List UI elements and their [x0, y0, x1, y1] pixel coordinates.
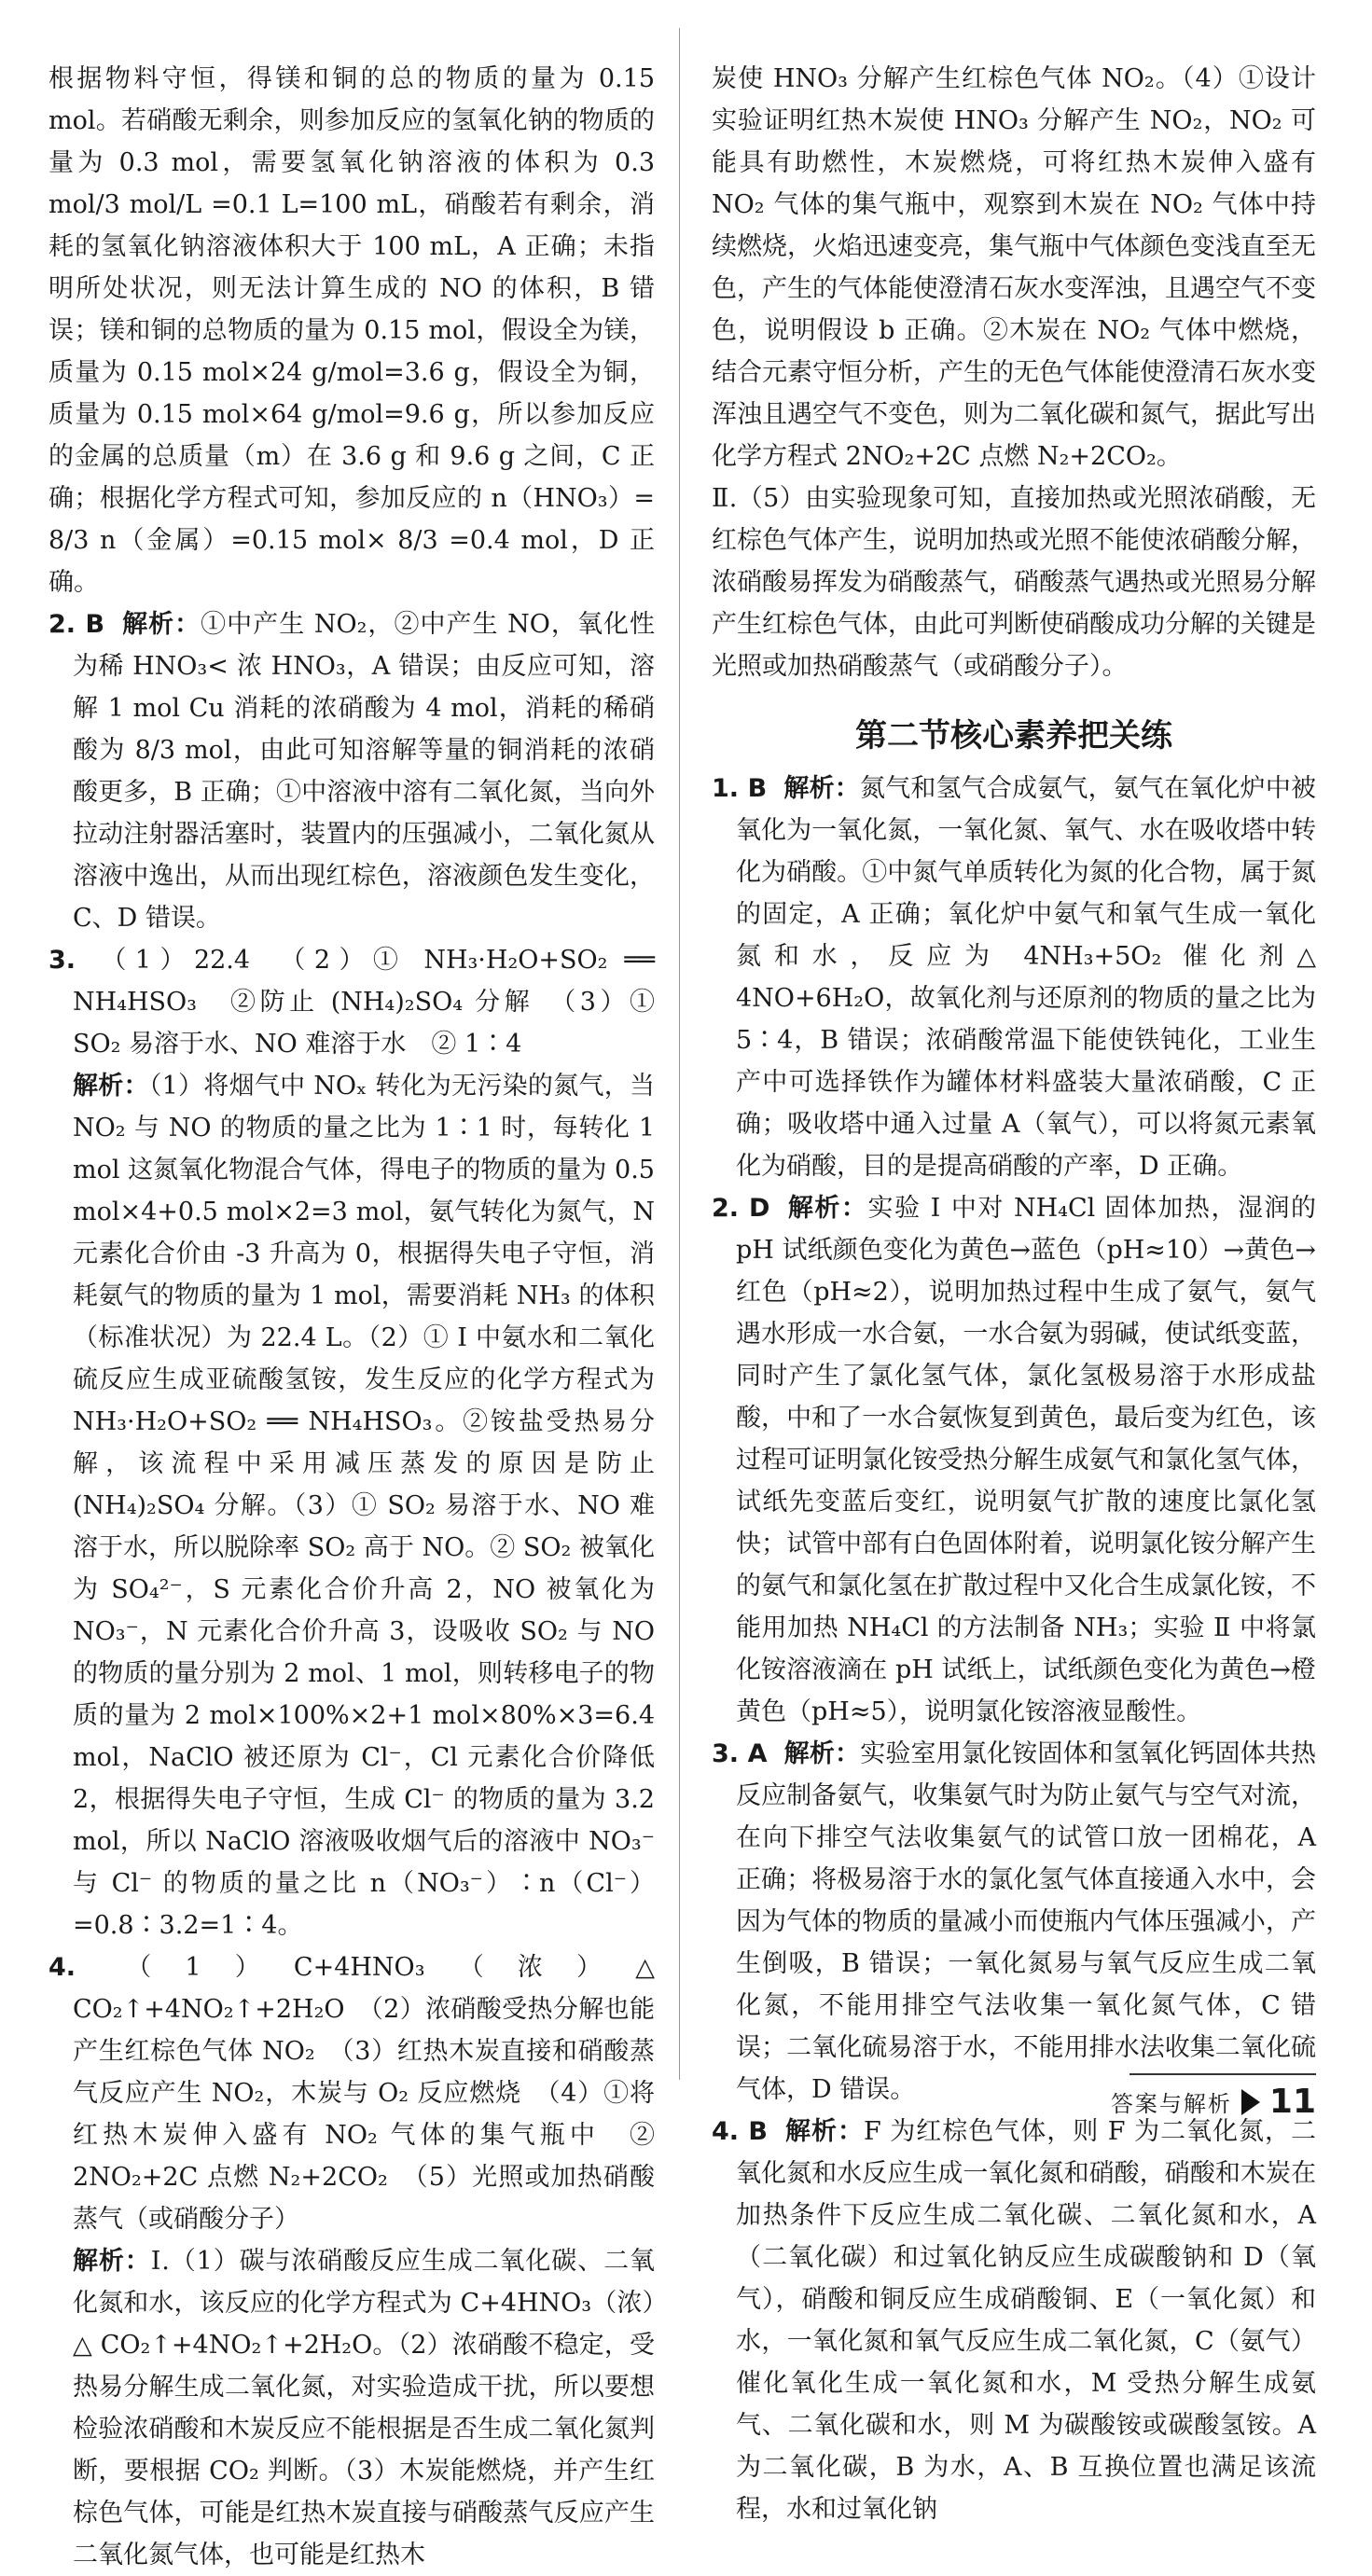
paragraph-text: 炭使 HNO₃ 分解产生红棕色气体 NO₂。（4）①设计实验证明红热木炭使 HNO₃ 分解产生 NO₂，NO₂ 可能具有助燃性，木炭燃烧，可将红热木炭伸入盛有 NO₂ 气体的集气瓶中，观察到木炭在 NO₂ 气体中持续燃烧，火焰迅速变亮，集气瓶中气体颜色变浅直至无色，产生的气体能使澄清石灰水变浑浊，且遇空气不变色，说明假设 b 正确。②木炭在 NO₂ 气体中燃烧，结合元素守恒分析，产生的无色气体能使澄清石灰水变浑浊且遇空气不变色，则为二氧化碳和氮气，据此写出化学方程式 2NO₂+2C 点燃 N₂+2CO₂。 [712, 64, 1316, 471]
paragraph-text: 实验 Ⅰ 中对 NH₄Cl 固体加热，湿润的 pH 试纸颜色变化为黄色→蓝色（pH≈10）→黄色→红色（pH≈2），说明加热过程中生成了氨气，氨气遇水形成一水合氨，一水合氨为弱碱，使试纸变蓝，同时产生了氯化氢气体，氯化氢极易溶于水形成盐酸，中和了一水合氨恢复到黄色，最后变为红色，该过程可证明氯化铵受热分解生成氨气和氯化氢气体，试纸先变蓝后变红，说明氨气扩散的速度比氯化氢快；试管中部有白色固体附着，说明氯化铵分解产生的氨气和氯化氢在扩散过程中又化合生成氯化铵，不能用加热 NH₄Cl 的方法制备 NH₃；实验 Ⅱ 中将氯化铵溶液滴在 pH 试纸上，试纸颜色变化为黄色→橙黄色（pH≈5），说明氯化铵溶液显酸性。 [736, 1194, 1316, 1726]
answer-number: 3. [49, 946, 76, 975]
analysis-label: 解析： [121, 610, 201, 639]
answer-number: 4. [49, 1953, 76, 1982]
paragraph-text: Ⅰ.（1）碳与浓硝酸反应生成二氧化碳、二氧化氮和水，该反应的化学方程式为 C+4HNO₃（浓）△ CO₂↑+4NO₂↑+2H₂O。（2）浓硝酸不稳定，受热易分解生成二氧化氮，对实验造成干扰，所以要想检验浓硝酸和木炭反应不能根据是否生成二氧化氮判断，要根据 CO₂ 判断。（3）木炭能燃烧，并产生红棕色气体，可能是红热木炭直接与硝酸蒸气反应产生二氧化氮气体，也可能是红热木 [73, 2247, 655, 2569]
answer-number: 2. D [712, 1194, 770, 1223]
analysis-label: 解析： [784, 2117, 864, 2146]
footer-rule [1129, 2073, 1316, 2075]
answer-number: 3. A [712, 1739, 768, 1768]
answer-item [49, 1946, 655, 2240]
paragraph-text: Ⅱ.（5）由实验现象可知，直接加热或光照浓硝酸，无红棕色气体产生，说明加热或光照不能使浓硝酸分解，浓硝酸易挥发为硝酸蒸气，硝酸蒸气遇热或光照易分解产生红棕色气体，由此可判断使硝酸成功分解的关键是光照或加热硝酸蒸气（或硝酸分子）。 [712, 484, 1316, 681]
answer-number: 2. B [49, 610, 105, 639]
footer-label: 答案与解析 [1110, 2091, 1232, 2117]
answer-item [712, 1187, 1316, 1733]
answer-item [49, 603, 655, 939]
paragraph-text: （1）将烟气中 NOₓ 转化为无污染的氮气，当 NO₂ 与 NO 的物质的量之比为 1∶1 时，每转化 1 mol 这氮氧化物混合气体，得电子的物质的量为 0.5 mol×4+0.5 mol×2=3 mol，氨气转化为氮气，N 元素化合价由 -3 升高为 0，根据得失电子守恒，消耗氨气的物质的量为 1 mol，需要消耗 NH₃ 的体积（标准状况）为 22.4 L。（2）① I 中氨水和二氧化硫反应生成亚硫酸氢铵，发生反应的化学方程式为 NH₃·H₂O+SO₂ ══ NH₄HSO₃。②铵盐受热易分解，该流程中采用减压蒸发的原因是防止 (NH₄)₂SO₄ 分解。（3）① SO₂ 易溶于水、NO 难溶于水，所以脱除率 SO₂ 高于 NO。② SO₂ 被氧化为 SO₄²⁻，S 元素化合价升高 2，NO 被氧化为 NO₃⁻，N 元素化合价升高 3，设吸收 SO₂ 与 NO 的物质的量分别为 2 mol、1 mol，则转移电子的物质的量为 2 mol×100%×2+1 mol×80%×3=6.4 mol，NaClO 被还原为 Cl⁻，Cl 元素化合价降低 2，根据得失电子守恒，生成 Cl⁻ 的物质的量为 3.2 mol，所以 NaClO 溶液吸收烟气后的溶液中 NO₃⁻ 与 Cl⁻ 的物质的量之比 n（NO₃⁻）∶n（Cl⁻）=0.8∶3.2=1∶4。 [73, 1072, 655, 1940]
paragraph [712, 478, 1316, 687]
paragraph-text: （1）C+4HNO₃（浓）△ CO₂↑+4NO₂↑+2H₂O （2）浓硝酸受热分解也能产生红棕色气体 NO₂ （3）红热木炭直接和硝酸蒸气反应产生 NO₂，木炭与 O₂ 反应燃烧 （4）①将红热木炭伸入盛有 NO₂ 气体的集气瓶中 ② 2NO₂+2C 点燃 N₂+2CO₂ （5）光照或加热硝酸蒸气（或硝酸分子） [73, 1953, 655, 2234]
right-column [712, 58, 1316, 2530]
paragraph-text: （1）22.4 （2）① NH₃·H₂O+SO₂ ══ NH₄HSO₃ ②防止 (NH₄)₂SO₄ 分解 （3）① SO₂ 易溶于水、NO 难溶于水 ② 1∶4 [73, 946, 655, 1059]
answer-item [712, 1733, 1316, 2111]
analysis-label: 解析： [783, 774, 860, 803]
answer-item [712, 2111, 1316, 2530]
paragraph-text: ①中产生 NO₂，②中产生 NO，氧化性为稀 HNO₃< 浓 HNO₃，A 错误；由反应可知，溶解 1 mol Cu 消耗的浓硝酸为 4 mol，消耗的稀硝酸为 8/3 mol，由此可知溶解等量的铜消耗的浓硝酸更多，B 正确；①中溶液中溶有二氧化氮，当向外拉动注射器活塞时，装置内的压强减小，二氧化氮从溶液中逸出，从而出现红棕色，溶液颜色发生变化，C、D 错误。 [73, 610, 655, 933]
analysis-label: 解析： [73, 1072, 149, 1101]
left-column [49, 58, 655, 2576]
paragraph-text: 实验室用氯化铵固体和氢氧化钙固体共热反应制备氨气，收集氨气时为防止氨气与空气对流，在向下排空气法收集氨气的试管口放一团棉花，A 正确；将极易溶于水的氯化氢气体直接通入水中，会因为气体的物质的量减小而使瓶内气体压强减小，产生倒吸，B 错误；一氧化氮易与氧气反应生成二氧化氮，不能用排空气法收集一氧化氮气体，C 错误；二氧化硫易溶于水，不能用排水法收集二氧化硫气体，D 错误。 [736, 1739, 1317, 2104]
section-title: 第二节核心素养把关练 [855, 717, 1172, 755]
triangle-icon [1241, 2089, 1260, 2115]
page-footer [1111, 2083, 1316, 2121]
analysis-label: 解析： [786, 1194, 868, 1223]
paragraph-text: F 为红棕色气体，则 F 为二氧化氮，二氧化氮和水反应生成一氧化氮和硝酸，硝酸和木炭在加热条件下反应生成二氧化碳、二氧化氮和水，A（二氧化碳）和过氧化钠反应生成碳酸钠和 D（氧气），硝酸和铜反应生成硝酸铜、E（一氧化氮）和水，一氧化氮和氧气反应生成二氧化氮，C（氨气）催化氧化生成一氧化氮和水，M 受热分解生成氨气、二氧化碳和水，则 M 为碳酸铵或碳酸氢铵。A 为二氧化碳，B 为水，A、B 互换位置也满足该流程，水和过氧化钠 [736, 2117, 1317, 2524]
column-divider [679, 28, 680, 2080]
answer-number: 4. B [712, 2117, 769, 2146]
answer-item [712, 768, 1316, 1187]
analysis-label: 解析： [783, 1739, 861, 1768]
paragraph [712, 58, 1316, 478]
paragraph [49, 2240, 655, 2576]
analysis-label: 解析： [73, 2247, 151, 2276]
paragraph-text: 根据物料守恒，得镁和铜的总的物质的量为 0.15 mol。若硝酸无剩余，则参加反应的氢氧化钠的物质的量为 0.3 mol，需要氢氧化钠溶液的体积为 0.3 mol/3 mol/L =0.1 L=100 mL，硝酸若有剩余，消耗的氢氧化钠溶液体积大于 100 mL，A 正确；未指明所处状况，则无法计算生成的 NO 的体积，B 错误；镁和铜的总物质的量为 0.15 mol，假设全为镁，质量为 0.15 mol×24 g/mol=3.6 g，假设全为铜，质量为 0.15 mol×64 g/mol=9.6 g，所以参加反应的金属的总质量（m）在 3.6 g 和 9.6 g 之间，C 正确；根据化学方程式可知，参加反应的 n（HNO₃）= 8/3 n（金属）=0.15 mol× 8/3 =0.4 mol，D 正确。 [49, 64, 655, 597]
page-number: 11 [1268, 2083, 1316, 2121]
paragraph [49, 1065, 655, 1946]
paragraph-text: 氮气和氢气合成氨气，氨气在氧化炉中被氧化为一氧化氮，一氧化氮、氧气、水在吸收塔中转化为硝酸。①中氮气单质转化为氮的化合物，属于氮的固定，A 正确；氧化炉中氨气和氧气生成一氧化氮和水，反应为 4NH₃+5O₂ 催化剂△ 4NO+6H₂O，故氧化剂与还原剂的物质的量之比为 5∶4，B 错误；浓硝酸常温下能使铁钝化，工业生产中可选择铁作为罐体材料盛装大量浓硝酸，C 正确；吸收塔中通入过量 A（氧气），可以将氮元素氧化为硝酸，目的是提高硝酸的产率，D 正确。 [736, 774, 1317, 1181]
paragraph [49, 58, 655, 603]
answer-number: 1. B [712, 774, 768, 803]
answer-item [49, 939, 655, 1065]
